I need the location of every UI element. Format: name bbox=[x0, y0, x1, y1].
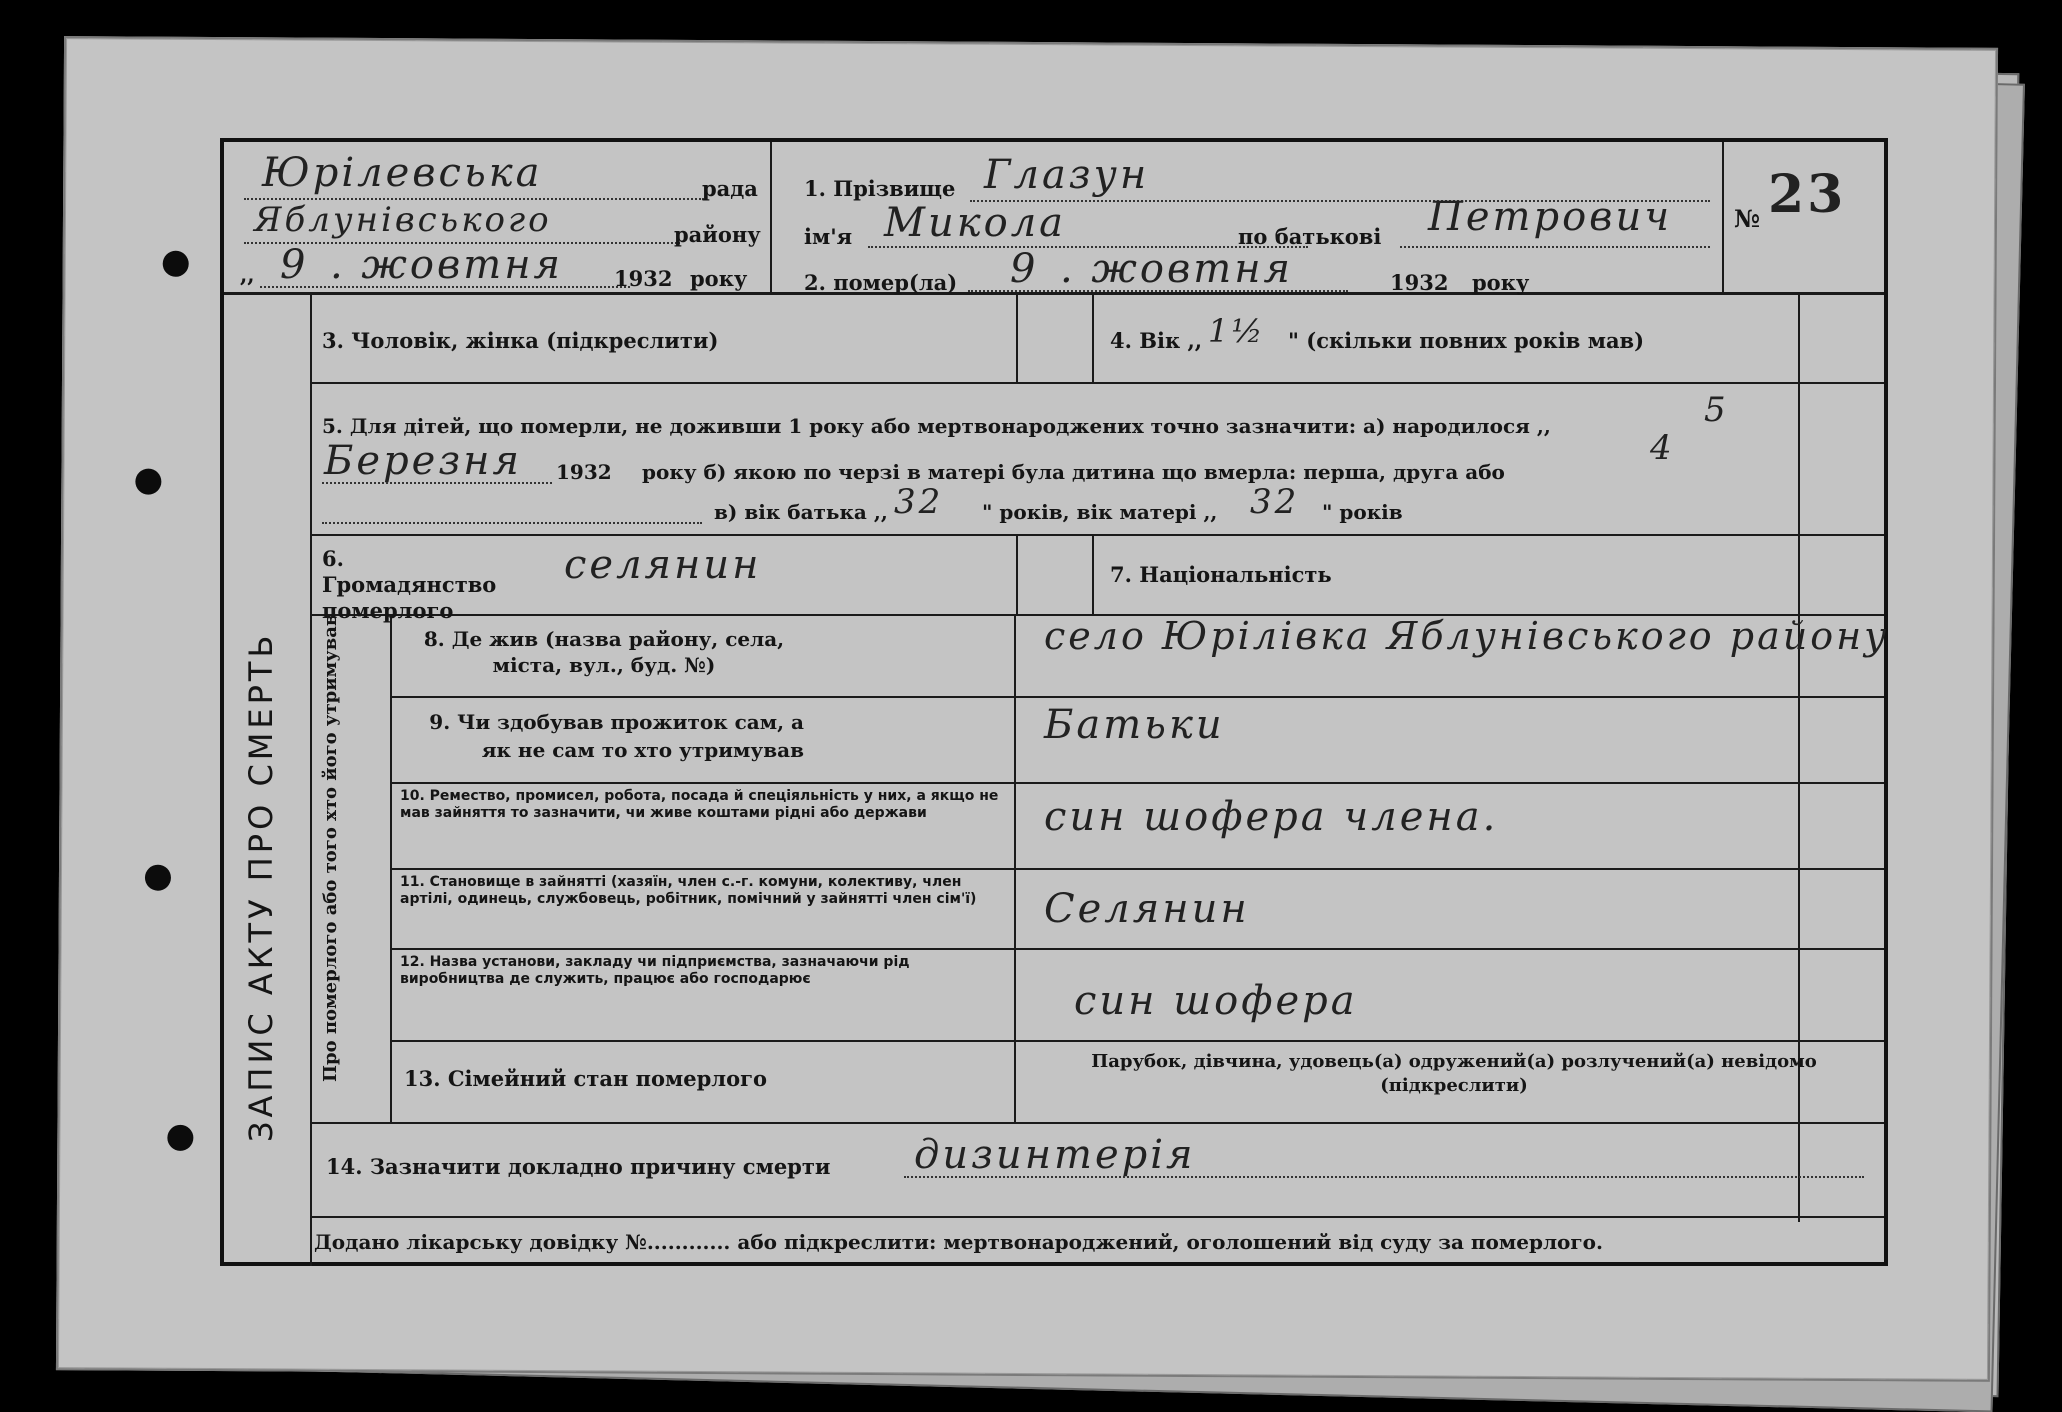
rule bbox=[224, 292, 1884, 295]
rule bbox=[310, 294, 312, 1266]
infant-field-line3a: в) вік батька ,, bbox=[714, 500, 888, 524]
died-day-handwritten: 9 bbox=[1010, 246, 1039, 292]
raion-label: району bbox=[674, 222, 761, 247]
workplace-handwritten: син шофера bbox=[1074, 978, 1358, 1024]
rule bbox=[1722, 142, 1724, 294]
died-label: 2. помер(ла) bbox=[804, 270, 958, 295]
rule bbox=[1092, 534, 1094, 614]
date-quote: ,, bbox=[240, 262, 255, 287]
occupation-field-label: 10. Ремество, промисел, робота, посада й спеціяльність у них, а якщо не мав зайняття то зазначити, чи живе коштами рідні або держави bbox=[400, 788, 999, 821]
birth-order-handwritten: 4 bbox=[1650, 428, 1675, 468]
born-month-handwritten: Березня bbox=[324, 438, 522, 484]
born-day-handwritten: 5 bbox=[1704, 390, 1729, 430]
date-year: 1932 bbox=[614, 266, 673, 291]
died-month-handwritten: . жовтня bbox=[1060, 246, 1294, 292]
livelihood-field-label: 9. Чи здобував прожиток сам, а як не сам то хто утримував bbox=[429, 710, 804, 762]
dotted-line bbox=[322, 522, 702, 524]
mother-age-handwritten: 32 bbox=[1250, 482, 1300, 522]
rada-label: рада bbox=[702, 176, 758, 201]
rule bbox=[310, 1216, 1884, 1218]
nationality-field-label: 7. Національність bbox=[1110, 562, 1332, 587]
died-suffix: року bbox=[1472, 270, 1530, 295]
marital-status-options: Парубок, дівчина, удовець(а) одружений(а) розлучений(а) невідомо (підкреслити) bbox=[1091, 1051, 1817, 1096]
dotted-line bbox=[260, 286, 630, 288]
date-suffix: року bbox=[690, 266, 748, 291]
raion-handwritten: Яблунівського bbox=[254, 200, 552, 240]
rule bbox=[390, 782, 1884, 784]
form-side-subtitle: Про померлого або того хто його утримував bbox=[320, 613, 341, 1082]
rule bbox=[310, 382, 1884, 384]
rule bbox=[390, 948, 1884, 950]
rada-handwritten: Юрілевська bbox=[262, 150, 543, 196]
rule bbox=[1016, 534, 1018, 614]
occupation-handwritten: син шофера члена. bbox=[1044, 794, 1499, 840]
record-number-handwritten: 23 bbox=[1768, 164, 1847, 225]
punch-hole bbox=[167, 1125, 193, 1151]
cause-of-death-handwritten: дизинтерія bbox=[914, 1132, 1196, 1178]
residence-field-label: 8. Де жив (назва району, села, міста, вул., буд. №) bbox=[423, 627, 785, 677]
patronymic-label: по батькові bbox=[1238, 224, 1382, 249]
punch-hole bbox=[145, 865, 171, 891]
dotted-line bbox=[322, 482, 552, 484]
residence-handwritten: село Юрілівка Яблунівського району bbox=[1044, 614, 1890, 658]
father-age-handwritten: 32 bbox=[894, 482, 944, 522]
cause-of-death-field-label: 14. Зазначити докладно причину смерти bbox=[326, 1154, 831, 1179]
infant-field-line1: 5. Для дітей, що померли, не доживши 1 року або мертвонароджених точно зазначити: а) народилося ,, bbox=[322, 414, 1551, 438]
infant-field-line3c: " років bbox=[1322, 500, 1403, 524]
marital-status-field-label: 13. Сімейний стан померлого bbox=[404, 1066, 767, 1091]
employment-status-field-label: 11. Становище в зайнятті (хазяїн, член с.-г. комуни, колективу, член артілі, одинець, службовець, робітник, помічний у зайнятті член сім'ї) bbox=[400, 874, 977, 907]
punch-hole bbox=[163, 251, 189, 277]
death-record-form bbox=[220, 138, 1888, 1266]
rule bbox=[390, 614, 392, 1122]
age-field-label: 4. Вік ,, bbox=[1110, 328, 1203, 353]
rule bbox=[390, 696, 1884, 698]
dotted-line bbox=[968, 290, 1348, 292]
punch-hole bbox=[135, 469, 161, 495]
medical-certificate-note: Додано лікарську довідку №............ або підкреслити: мертвонароджений, оголошений від суду за померлого. bbox=[314, 1230, 1603, 1254]
record-number-label: № bbox=[1734, 204, 1761, 233]
form-side-title: ЗАПИС АКТУ ПРО СМЕРТЬ bbox=[242, 631, 280, 1142]
name-label: ім'я bbox=[804, 224, 853, 249]
rule bbox=[310, 1122, 1884, 1124]
rule bbox=[310, 534, 1884, 536]
patronymic-handwritten: Петрович bbox=[1428, 194, 1673, 240]
rule bbox=[1016, 294, 1018, 382]
rule bbox=[1014, 614, 1016, 1122]
rule bbox=[1092, 294, 1094, 382]
surname-label: 1. Прізвище bbox=[804, 176, 956, 201]
citizenship-handwritten: селянин bbox=[564, 542, 762, 588]
rule bbox=[390, 1040, 1884, 1042]
dotted-line bbox=[1400, 246, 1710, 248]
rule bbox=[390, 868, 1884, 870]
livelihood-handwritten: Батьки bbox=[1044, 702, 1225, 748]
age-field-suffix: " (скільки повних років мав) bbox=[1288, 328, 1645, 353]
citizenship-field-label: 6. Громадянство померлого bbox=[322, 546, 497, 623]
dotted-line bbox=[904, 1176, 1864, 1178]
born-year: 1932 bbox=[556, 460, 612, 484]
age-handwritten: 1½ bbox=[1208, 312, 1266, 350]
employment-status-handwritten: Селянин bbox=[1044, 886, 1250, 932]
surname-handwritten: Глазун bbox=[984, 152, 1150, 198]
infant-field-line2: року б) якою по черзі в матері була дитина що вмерла: перша, друга або bbox=[642, 460, 1505, 484]
name-handwritten: Микола bbox=[884, 200, 1067, 246]
date-day-handwritten: 9 bbox=[280, 242, 309, 288]
date-month-handwritten: . жовтня bbox=[330, 242, 564, 288]
workplace-field-label: 12. Назва установи, закладу чи підприємства, зазначаючи рід виробництва де служить, працює або господарює bbox=[400, 954, 910, 987]
infant-field-line3b: " років, вік матері ,, bbox=[982, 500, 1218, 524]
sex-field-label: 3. Чоловік, жінка (підкреслити) bbox=[322, 328, 719, 353]
died-year: 1932 bbox=[1390, 270, 1449, 295]
rule bbox=[770, 142, 772, 294]
